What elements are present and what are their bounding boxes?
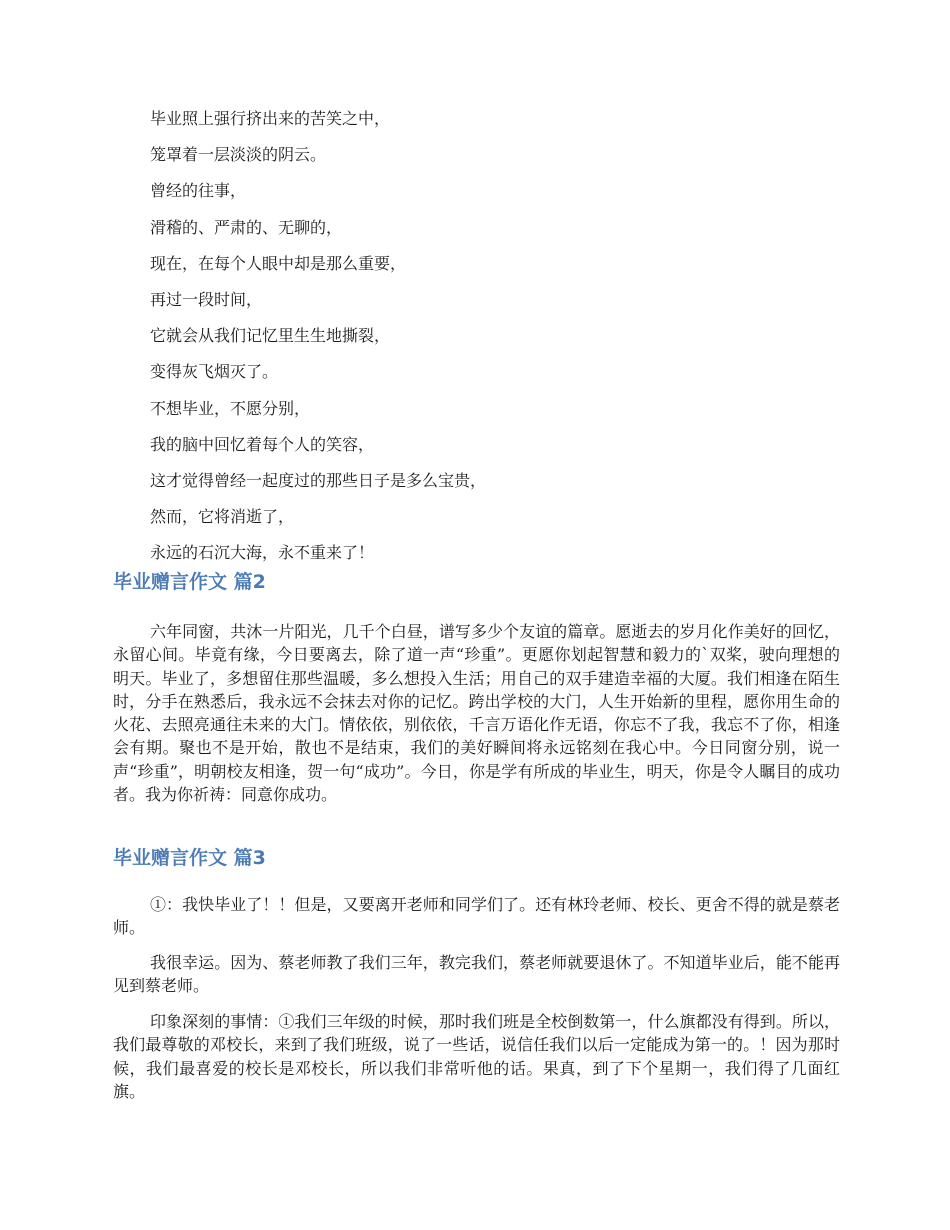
poem-block <box>150 108 850 578</box>
poem-line: 永远的石沉大海，永不重来了！ <box>150 543 375 563</box>
poem-line: 不想毕业，不愿分别， <box>150 398 311 418</box>
section-3-paragraph-3: 印象深刻的事情：①我们三年级的时候，那时我们班是全校倒数第一，什么旗都没有得到。所以，我们最尊敬的邓校长，来到了我们班级，说了一些话，说信任我们以后一定能成为第一的。！因为那时候，我们最喜爱的校长是邓校长，所以我们非常听他的话。果真，到了下个星期一，我们得了几面红旗。 <box>113 1012 840 1101</box>
poem-line: 曾经的往事， <box>150 181 247 201</box>
poem-line: 它就会从我们记忆里生生地撕裂， <box>150 326 391 346</box>
poem-line: 笼罩着一层淡淡的阴云。 <box>150 145 327 165</box>
poem-line: 毕业照上强行挤出来的苦笑之中， <box>150 109 391 128</box>
section-3-paragraph-2: 我很幸运。因为、蔡老师教了我们三年，教完我们，蔡老师就要退休了。不知道毕业后，能不能再见到蔡老师。 <box>113 953 840 996</box>
poem-line: 我的脑中回忆着每个人的笑容， <box>150 434 375 454</box>
poem-line: 滑稽的、严肃的、无聊的， <box>150 217 343 237</box>
poem-line: 变得灰飞烟灭了。 <box>150 362 279 382</box>
section-3-title: 毕业赠言作文 篇3 <box>113 847 266 869</box>
section-2-paragraph: 六年同窗，共沐一片阳光，几千个白昼，谱写多少个友谊的篇章。愿逝去的岁月化作美好的回忆，永留心间。毕竟有缘，今日要离去，除了道一声“珍重”。更愿你划起智慧和毅力的`双桨，驶向理想的明天。毕业了，多想留住那些温暖，多么想投入生活；用自己的双手建造幸福的大厦。我们相逢在陌生时，分手在熟悉后，我永远不会抹去对你的记忆。跨出学校的大门，人生开始新的里程，愿你用生命的火花、去照亮通往未来的大门。情依依，别依依，千言万语化作无语，你忘不了我，我忘不了你，相逢会有期。聚也不是开始，散也不是结束，我们的美好瞬间将永远铭刻在我心中。今日同窗分别，说一声“珍重”，明朝校友相逢，贺一句“成功”。今日，你是学有所成的毕业生，明天，你是令人瞩目的成功者。我为你祈祷：同意你成功。 <box>113 622 840 805</box>
poem-line: 再过一段时间， <box>150 289 263 309</box>
section-2-title: 毕业赠言作文 篇2 <box>113 571 266 593</box>
poem-line: 现在，在每个人眼中却是那么重要， <box>150 253 407 273</box>
section-3-paragraph-1: ①：我快毕业了！！但是，又要离开老师和同学们了。还有林玲老师、校长、更舍不得的就是蔡老师。 <box>113 895 840 938</box>
poem-line: 这才觉得曾经一起度过的那些日子是多么宝贵， <box>150 470 487 490</box>
poem-line: 然而，它将消逝了， <box>150 507 295 527</box>
